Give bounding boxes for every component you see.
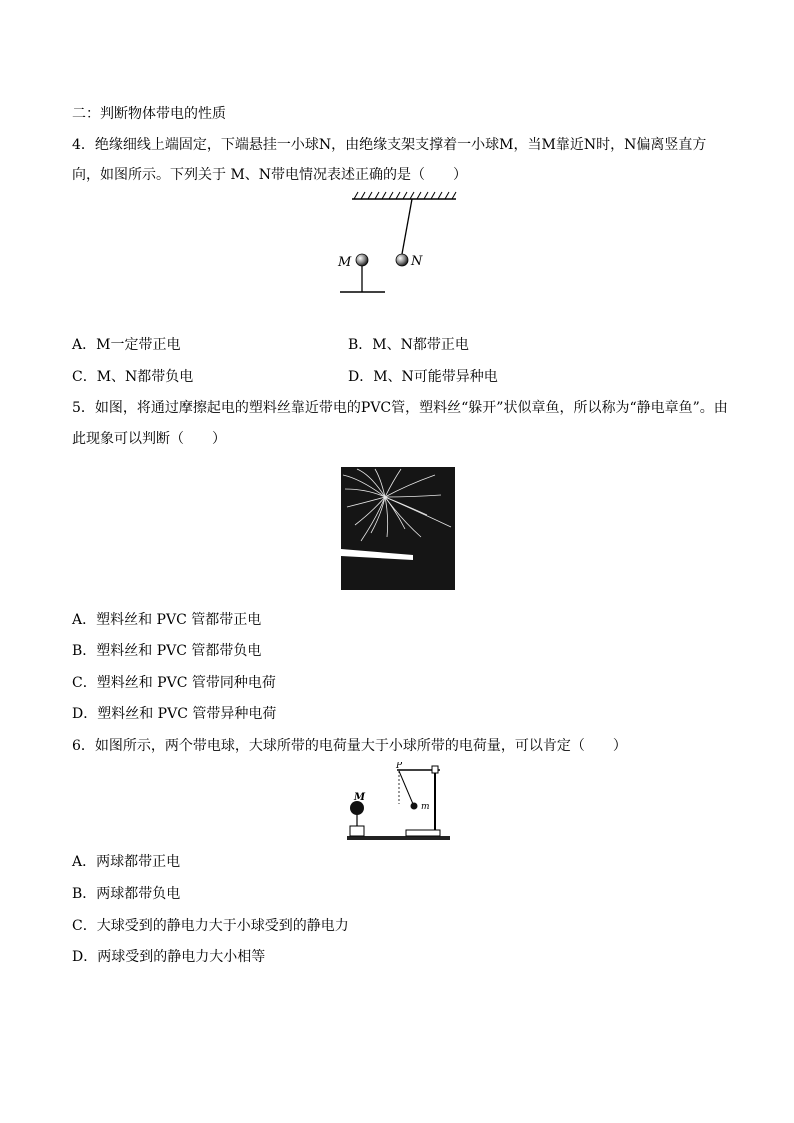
q4-option-d[interactable]: D．M、N可能带异种电 — [348, 369, 498, 385]
ball-n — [396, 254, 408, 266]
q4-option-b[interactable]: B．M、N都带正电 — [348, 337, 469, 353]
right-stand-base — [406, 830, 440, 836]
label-big-m: M — [354, 792, 366, 803]
q6-option-a[interactable]: A．两球都带正电 — [72, 854, 181, 870]
left-stand-block — [350, 826, 364, 836]
label-small-m: m — [421, 802, 430, 812]
ceiling-hatch — [352, 192, 456, 199]
q6-option-c[interactable]: C．大球受到的静电力大于小球受到的静电力 — [72, 918, 349, 934]
q5-stem-line2: 此现象可以判断（ ） — [72, 431, 226, 447]
q6-option-b[interactable]: B．两球都带负电 — [72, 886, 181, 902]
label-pivot-p: P — [396, 762, 403, 771]
q4-figure-pendulum — [330, 190, 470, 300]
q5-option-a[interactable]: A．塑料丝和 PVC 管都带正电 — [72, 612, 262, 628]
label-m: M — [338, 255, 352, 270]
section-title: 二：判断物体带电的性质 — [72, 106, 226, 122]
small-ball-m — [411, 803, 418, 810]
q5-option-c[interactable]: C．塑料丝和 PVC 管带同种电荷 — [72, 675, 276, 691]
q4-stem-line1: 4．绝缘细线上端固定，下端悬挂一小球N，由绝缘支架支撑着一小球M，当M靠近N时，N偏离竖直方 — [72, 137, 707, 153]
label-n: N — [411, 254, 423, 269]
big-ball-m — [350, 801, 364, 815]
q5-option-b[interactable]: B．塑料丝和 PVC 管都带负电 — [72, 643, 262, 659]
q6-option-d[interactable]: D．两球受到的静电力大小相等 — [72, 949, 266, 965]
q5-stem-line1: 5．如图，将通过摩擦起电的塑料丝靠近带电的PVC管，塑料丝“躲开”状似章鱼，所以称为“静电章鱼”。由 — [72, 400, 728, 416]
q6-figure-charged-balls — [340, 762, 455, 844]
q5-option-d[interactable]: D．塑料丝和 PVC 管带异种电荷 — [72, 706, 277, 722]
ball-m — [356, 254, 368, 266]
q4-option-c[interactable]: C．M、N都带负电 — [72, 369, 194, 385]
q4-option-a[interactable]: A．M一定带正电 — [72, 337, 181, 353]
q4-stem-line2: 向，如图所示。下列关于 M、N带电情况表述正确的是（ ） — [72, 167, 468, 183]
thread-small — [399, 771, 413, 804]
q5-figure-static-octopus-photo — [341, 467, 455, 590]
thread — [402, 199, 412, 254]
q6-stem: 6．如图所示，两个带电球，大球所带的电荷量大于小球所带的电荷量，可以肯定（ ） — [72, 738, 627, 754]
base-board — [347, 836, 450, 840]
